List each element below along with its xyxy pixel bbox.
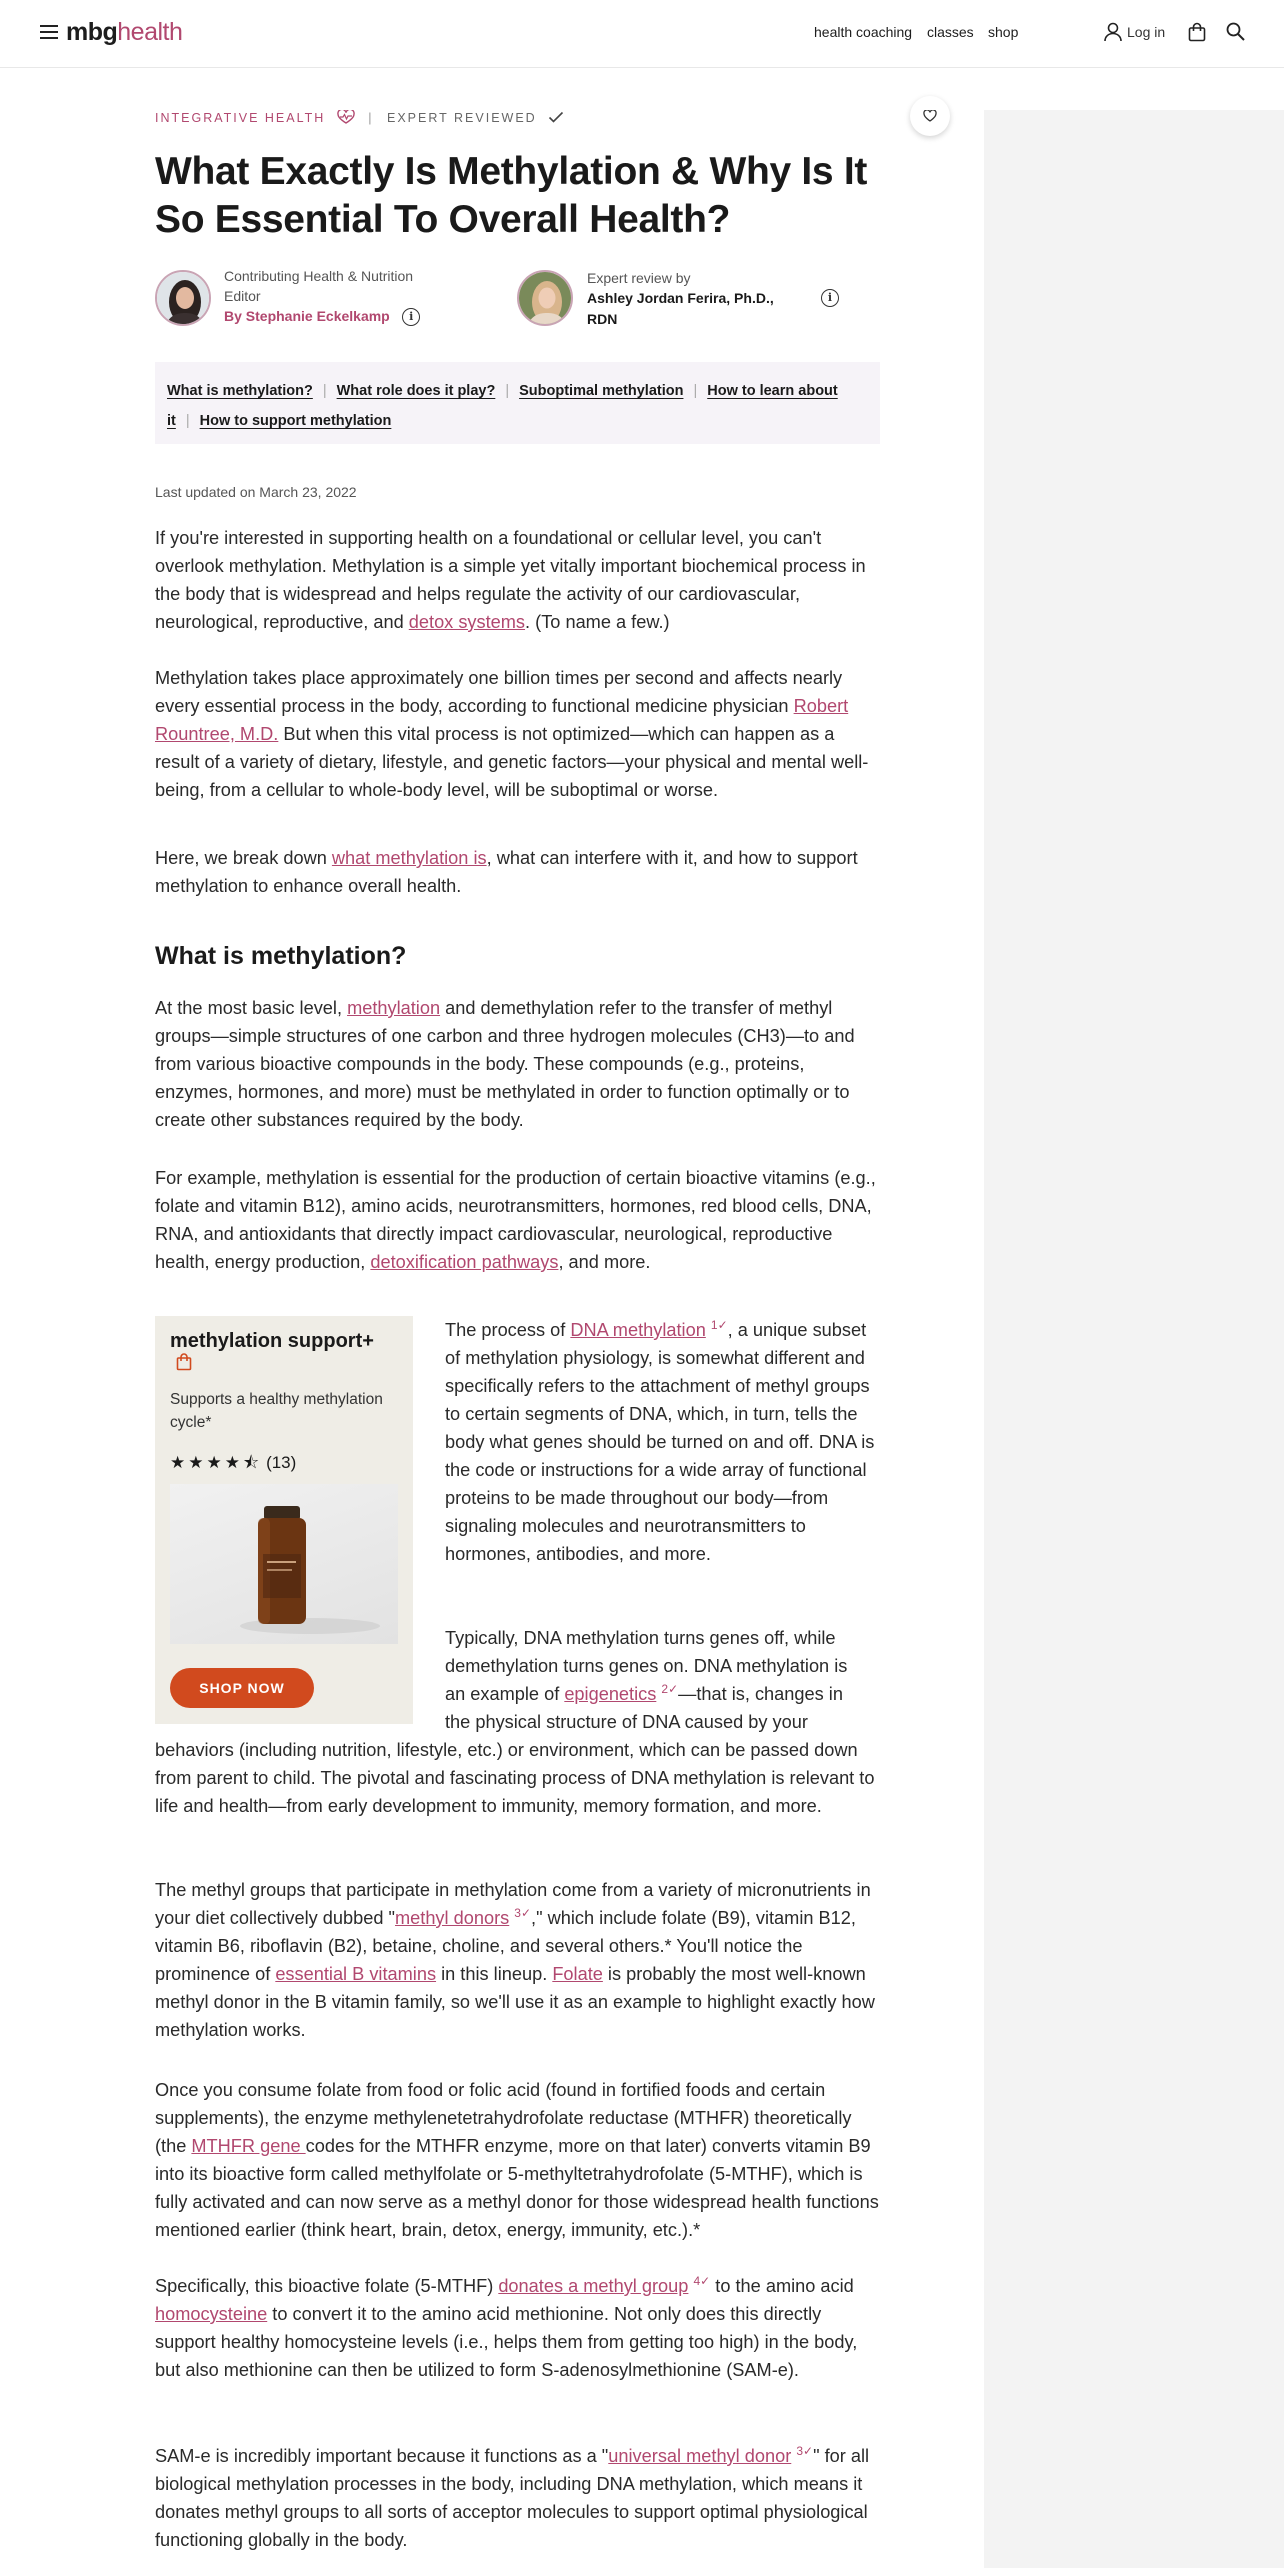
p1-after: . (To name a few.): [525, 612, 670, 632]
product-rating: [170, 1450, 398, 1479]
p3-after: , what can interfere with it, and how to support methylation to enhance overall health.: [155, 848, 858, 896]
table-of-contents: [155, 362, 880, 444]
article-eyebrow: [155, 110, 564, 125]
user-icon[interactable]: [1104, 22, 1122, 42]
paragraph-10: [155, 2272, 883, 2384]
p8-text: The methyl groups that participate in methylation come from a variety of micronutrients in your diet collectively dubbed ": [155, 1880, 871, 1928]
author-role-line1: Contributing Health & Nutrition: [224, 268, 414, 284]
citation-ref[interactable]: 3✓: [514, 1905, 532, 1920]
toc-link-suboptimal[interactable]: Suboptimal methylation: [519, 383, 684, 399]
author-name[interactable]: By Stephanie Eckelkamp: [224, 308, 390, 324]
shop-now-button[interactable]: SHOP NOW: [170, 1668, 314, 1708]
citation-number: 3: [796, 2443, 804, 2458]
p4-text: At the most basic level,: [155, 998, 348, 1018]
link-what-methylation-is[interactable]: what methylation is: [331, 848, 487, 868]
toc-divider: |: [322, 383, 327, 399]
heart-icon: [923, 110, 937, 122]
link-detoxification-pathways[interactable]: detoxification pathways: [370, 1252, 559, 1272]
link-detox-systems[interactable]: detox systems: [408, 612, 526, 632]
product-title[interactable]: [170, 1330, 398, 1376]
citation-number: 4: [693, 2273, 701, 2288]
toc-link-role[interactable]: What role does it play?: [336, 383, 496, 399]
category-label[interactable]: INTEGRATIVE HEALTH: [155, 111, 326, 125]
link-methylation[interactable]: methylation: [347, 998, 441, 1018]
right-sidebar-ad-rail: [984, 110, 1284, 2568]
author-avatar[interactable]: [155, 270, 211, 326]
link-dna-methylation[interactable]: DNA methylation: [570, 1320, 706, 1340]
product-card[interactable]: [155, 1316, 413, 1724]
eyebrow-separator: |: [368, 111, 374, 125]
p7-line2: demethylation turns genes on. DNA methylation is: [445, 1656, 848, 1676]
toc-link-what-is-methylation[interactable]: What is methylation?: [167, 383, 313, 399]
toc-divider: |: [185, 413, 190, 429]
p6-text: The process of: [445, 1320, 571, 1340]
toc-divider: |: [693, 383, 698, 399]
link-essential-b-vitamins[interactable]: essential B vitamins: [275, 1964, 437, 1984]
paragraph-6: [445, 1316, 883, 1568]
star-rating-icons: ★★★★⯪: [170, 1453, 263, 1472]
expert-reviewed-label: EXPERT REVIEWED: [386, 111, 537, 125]
section-heading-what-is-methylation: What is methylation?: [155, 942, 407, 970]
p10-mid: to the amino acid: [710, 2276, 854, 2296]
logo-text-mbg: mbg: [66, 18, 118, 46]
link-folate[interactable]: Folate: [552, 1964, 603, 1984]
paragraph-11: [155, 2442, 883, 2554]
link-epigenetics[interactable]: epigenetics: [564, 1684, 657, 1704]
reviewer-name-line2[interactable]: RDN: [587, 311, 618, 327]
reviewer-block: [587, 268, 774, 330]
review-count[interactable]: (13): [266, 1453, 297, 1472]
toc-link-support[interactable]: How to support methylation: [199, 413, 392, 429]
p7-line1: Typically, DNA methylation turns genes off, while: [445, 1628, 836, 1648]
author-block: [224, 266, 420, 326]
citation-ref[interactable]: 4✓: [693, 2273, 711, 2288]
shopping-bag-icon[interactable]: [1188, 22, 1206, 42]
citation-number: 3: [514, 1905, 521, 1920]
citation-ref[interactable]: 2✓: [661, 1681, 679, 1696]
author-role-line2: Editor: [224, 288, 261, 304]
p6-after: , a unique subset of methylation physiology, is somewhat different and specifically refers to the attachment of methyl groups to certain segments of DNA, which, in turn, tells the body what genes should be turned on and off. DNA is the code or instructions for a wide array of functional proteins to be made throughout our body—from signaling molecules and neurotransmitters to hormones, antibodies, and more.: [445, 1320, 875, 1564]
paragraph-9: [155, 2076, 883, 2244]
p5-text: For example, methylation is essential for the production of certain bioactive vitamins (e.g., folate and vitamin B12), amino acids, neurotransmitters, hormones, red blood cells, DNA, RNA, and antioxidants that directly impact cardiovascular, neurological, reproductive health, energy production,: [155, 1168, 876, 1272]
p8-mid: ," which include folate (B9), vitamin B12, vitamin B6, riboflavin (B2), betaine, choline, and several others.* You'll notice the prominence of: [155, 1908, 856, 1984]
p2-text: Methylation takes place approximately one billion times per second and affects nearly every essential process in the body, according to functional medicine physician: [155, 668, 843, 716]
hamburger-menu-icon[interactable]: [40, 25, 58, 39]
link-robert-rountree[interactable]: Robert Rountree, M.D.: [155, 696, 849, 744]
nav-classes[interactable]: classes: [927, 24, 974, 40]
paragraph-1: [155, 524, 883, 636]
product-title-text: methylation support+: [170, 1330, 374, 1352]
citation-ref[interactable]: 3✓: [796, 2443, 814, 2458]
toc-link-how-to-learn[interactable]: How to learn about it: [167, 383, 838, 429]
paragraph-3: [155, 844, 883, 900]
citation-number: 2: [661, 1681, 669, 1696]
top-nav-bar: [0, 0, 1284, 68]
product-image[interactable]: [170, 1484, 398, 1644]
p9-text: Once you consume folate from food or folic acid (found in fortified foods and certain supplements), the enzyme methylenetetrahydrofolate reductase (MTHFR) theoretically (the: [155, 2080, 852, 2156]
p10-text: Specifically, this bioactive folate (5-MTHF): [155, 2276, 499, 2296]
p10-after: to convert it to the amino acid methionine. Not only does this directly support healthy homocysteine levels (i.e., helps them from getting too high) in the body, but also methionine can then be utilized to form S-adenosylmethionine (SAM-e).: [155, 2304, 858, 2380]
p8-after: is probably the most well-known methyl donor in the B vitamin family, so we'll use it as an example to highlight exactly how methylation works.: [155, 1964, 875, 2040]
p7-line3-pre: an example of: [445, 1684, 565, 1704]
p8-mid2: in this lineup.: [436, 1964, 553, 1984]
p7-line3-post: —that is, changes in: [678, 1684, 843, 1704]
p1-text: If you're interested in supporting health on a foundational or cellular level, you can't overlook methylation. Methylation is a simple yet vitally important biochemical process in the body that is widespread and helps regulate the activity of our cardiovascular, neurological, reproductive, and: [155, 528, 866, 632]
last-updated-date: Last updated on March 23, 2022: [155, 484, 357, 500]
link-donates-methyl-group[interactable]: donates a methyl group: [498, 2276, 689, 2296]
article-title: What Exactly Is Methylation & Why Is It So Essential To Overall Health?: [155, 150, 868, 241]
p11-text: SAM-e is incredibly important because it functions as a ": [155, 2446, 609, 2466]
reviewer-name-line1[interactable]: Ashley Jordan Ferira, Ph.D.,: [587, 290, 774, 306]
author-info-icon[interactable]: i: [402, 308, 420, 326]
p2-after: But when this vital process is not optimized—which can happen as a result of a variety of dietary, lifestyle, and genetic factors—your physical and mental well-being, from a cellular to whole-body level, will be suboptimal or worse.: [155, 724, 869, 800]
search-icon[interactable]: [1226, 22, 1245, 41]
checkmark-icon: [548, 111, 564, 123]
paragraph-5: [155, 1164, 883, 1276]
product-subtitle: Supports a healthy methylation cycle*: [170, 1391, 383, 1431]
paragraph-4: [155, 994, 883, 1134]
paragraph-2: [155, 664, 883, 804]
paragraph-8: [155, 1876, 883, 2044]
p11-after: " for all biological methylation processes in the body, including DNA methylation, which means it donates methyl groups to all sorts of acceptor molecules to support optimal physiological functioning globally in the body.: [155, 2446, 870, 2550]
paragraph-7-wrap: [445, 1624, 883, 1736]
shopping-bag-icon: [176, 1353, 192, 1371]
nav-health-coaching[interactable]: health coaching: [814, 24, 913, 40]
reviewer-role: Expert review by: [587, 270, 691, 286]
p4-after: and demethylation refer to the transfer of methyl groups—simple structures of one carbon and three hydrogen molecules (CH3)—to and from various bioactive compounds in the body. These compounds (e.g., proteins, enzymes, hormones, and more) must be methylated in order to function optimally or to create other substances required by the body.: [155, 998, 855, 1130]
nav-shop[interactable]: shop: [988, 24, 1019, 40]
p3-text: Here, we break down: [155, 848, 332, 868]
link-universal-methyl-donor[interactable]: universal methyl donor: [608, 2446, 792, 2466]
link-mthfr-gene[interactable]: MTHFR gene: [191, 2136, 306, 2156]
link-homocysteine[interactable]: homocysteine: [155, 2304, 268, 2324]
logo-text-health: health: [117, 18, 183, 46]
reviewer-info-icon[interactable]: i: [821, 289, 839, 307]
toc-divider: |: [505, 383, 510, 399]
login-link[interactable]: Log in: [1127, 24, 1166, 40]
link-methyl-donors[interactable]: methyl donors: [395, 1908, 510, 1928]
reviewer-avatar[interactable]: [517, 270, 573, 326]
p7-line4: the physical structure of DNA caused by your: [445, 1712, 808, 1732]
heart-pulse-icon: [337, 110, 355, 124]
citation-number: 1: [710, 1317, 718, 1332]
p5-after: , and more.: [558, 1252, 651, 1272]
site-logo[interactable]: [66, 18, 182, 47]
p9-after: codes for the MTHFR enzyme, more on that later) converts vitamin B9 into its bioactive form called methylfolate or 5-methyltetrahydrofolate (5-MTHF), which is fully activated and can now serve as a methyl donor for those widespread health functions mentioned earlier (think heart, brain, detox, energy, immunity, etc.).*: [155, 2136, 879, 2240]
save-favorite-button[interactable]: [910, 96, 950, 136]
paragraph-7-rest: behaviors (including nutrition, lifestyle, etc.) or environment, which can be passed down from parent to child. The pivotal and fascinating process of DNA methylation is relevant to life and health—from early development to immunity, memory formation, and more.: [155, 1740, 875, 1816]
citation-ref[interactable]: 1✓: [710, 1317, 728, 1332]
